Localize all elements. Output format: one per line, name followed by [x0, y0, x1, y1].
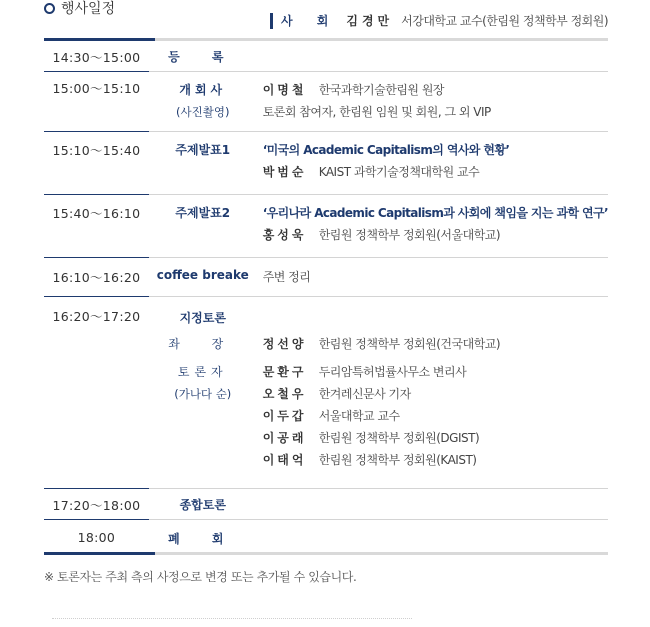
moderator-info: [270, 12, 608, 29]
schedule-row: [44, 488, 608, 519]
section-title: 행사일정: [61, 1, 116, 17]
moderator-role: 사 회: [281, 14, 339, 28]
time-cell: 15:40～16:10: [44, 194, 149, 257]
panelist-desc: 한겨레신문사 기자: [318, 386, 411, 401]
panelist-name: 오철우: [262, 386, 307, 401]
schedule-row: [44, 71, 608, 131]
time-cell: 15:10～15:40: [44, 131, 149, 194]
footnote: ※ 토론자는 주최 측의 사정으로 변경 또는 추가될 수 있습니다.: [44, 570, 357, 584]
schedule-row: [44, 41, 608, 71]
panelist-item: [263, 449, 608, 471]
session-label: 종합토론: [149, 488, 257, 519]
participants-text: 토론회 참여자, 한림원 임원 및 회원, 그 외 VIP: [262, 104, 491, 119]
circle-bullet-icon: [44, 3, 55, 14]
table-bottom-rule-accent: [44, 552, 155, 555]
session-label: 등 록: [149, 41, 257, 71]
panelist-name: 이두갑: [262, 408, 307, 423]
schedule-row: [44, 257, 608, 296]
session-label: 폐 회: [168, 531, 238, 546]
moderator-name: 김경만: [346, 14, 394, 28]
session-content: [257, 296, 608, 488]
session-content: [257, 71, 608, 131]
panel-role: 토론자: [177, 364, 228, 379]
presentation-title: ‘미국의 Academic Capitalism의 역사와 현황’: [262, 142, 510, 157]
schedule-table: [44, 41, 608, 553]
presentation-title: ‘우리나라 Academic Capitalism과 사회에 책임을 지는 과학 연구’: [262, 205, 608, 220]
session-content: [257, 194, 608, 257]
moderator-bar: [270, 13, 273, 29]
section-heading: [44, 0, 115, 18]
time-cell: 15:00～15:10: [44, 71, 149, 131]
panelist-desc: 한림원 정책학부 정회원(DGIST): [318, 430, 480, 445]
session-label: 지정토론 좌 장 토론자 (가나다 순): [149, 296, 257, 488]
time-cell: 16:10～16:20: [44, 257, 149, 296]
time-cell: 14:30～15:00: [44, 41, 149, 71]
speaker-name: 박범순: [262, 164, 307, 179]
time-cell: 17:20～18:00: [44, 488, 149, 519]
chair-name: 정선양: [262, 336, 307, 351]
session-content: [257, 488, 608, 519]
session-content: [257, 519, 608, 553]
session-content: [257, 131, 608, 194]
session-label: coffee breake: [149, 257, 257, 296]
schedule-row: [44, 519, 608, 553]
speaker-desc: 한국과학기술한림원 원장: [318, 82, 445, 97]
speaker-desc: KAIST 과학기술정책대학원 교수: [318, 164, 480, 179]
schedule-row: [44, 194, 608, 257]
session-label: 주제발표2: [149, 194, 257, 257]
panelist-item: [263, 405, 608, 427]
panelist-name: 이공래: [262, 430, 307, 445]
moderator-desc: 서강대학교 교수(한림원 정책학부 정회원): [401, 14, 609, 28]
panelist-desc: 두리암특허법률사무소 변리사: [318, 364, 467, 379]
panelist-desc: 서울대학교 교수: [318, 408, 400, 423]
panelist-desc: 한림원 정책학부 정회원(KAIST): [318, 452, 477, 467]
session-content: [257, 41, 608, 71]
schedule-row: [44, 296, 608, 488]
schedule-row: [44, 131, 608, 194]
panelist-item: [263, 427, 608, 449]
speaker-name: 홍성욱: [262, 227, 307, 242]
time-cell: 18:00: [77, 529, 116, 545]
speaker-desc: 한림원 정책학부 정회원(서울대학교): [318, 227, 501, 242]
time-cell: 16:20～17:20: [44, 296, 149, 488]
panelist-item: [263, 383, 608, 405]
panelist-item: [263, 361, 608, 383]
panelist-list: [263, 361, 608, 471]
session-label: 개회사 (사진촬영): [149, 71, 257, 131]
panelist-name: 이태억: [262, 452, 307, 467]
chair-desc: 한림원 정책학부 정회원(건국대학교): [318, 336, 501, 351]
speaker-name: 이명철: [262, 82, 307, 97]
panelist-name: 문환구: [262, 364, 307, 379]
session-label: 주제발표1: [149, 131, 257, 194]
session-content: 주변 정리: [257, 257, 608, 296]
chair-role: 좌 장: [168, 336, 238, 351]
